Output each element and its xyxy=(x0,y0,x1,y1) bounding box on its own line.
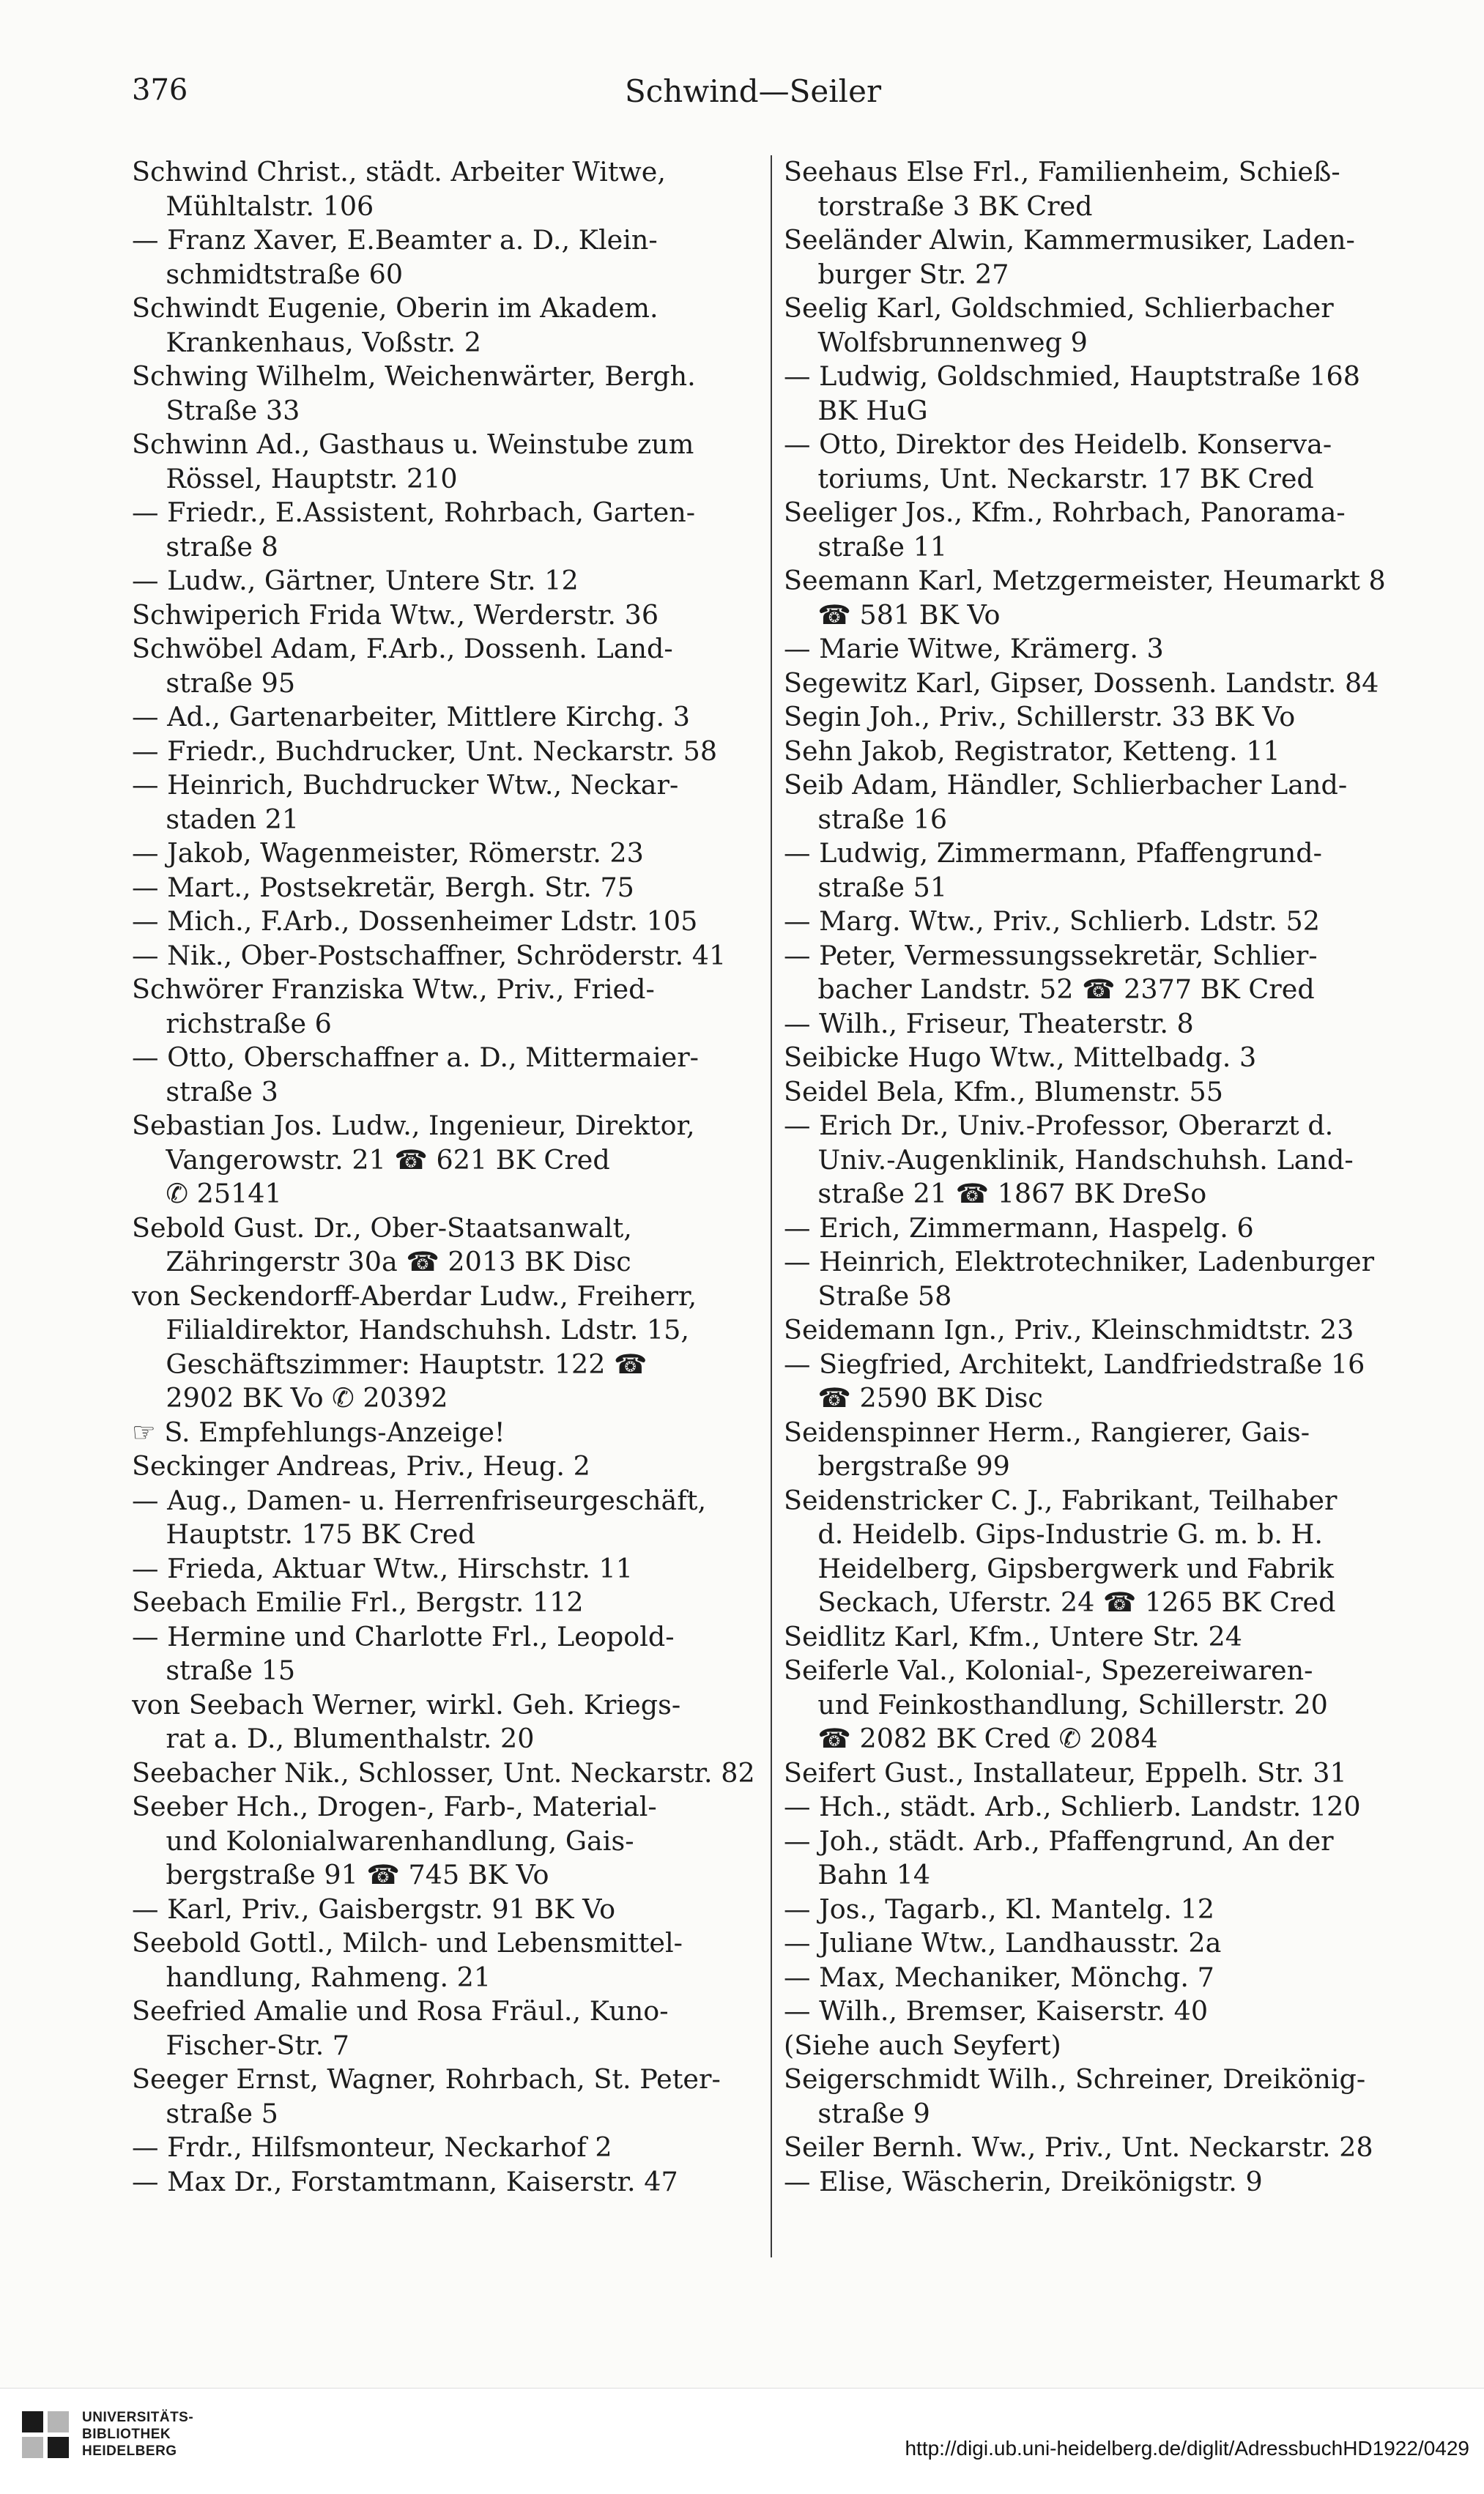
directory-entry-line: Hauptstr. 175 BK Cred xyxy=(132,1518,475,1550)
directory-entry-line: Zähringerstr 30a ☎ 2013 BK Disc xyxy=(132,1246,631,1277)
directory-entry-line: Seeger Ernst, Wagner, Rohrbach, St. Peter- xyxy=(132,2063,721,2095)
directory-entry-line: — Karl, Priv., Gaisbergstr. 91 BK Vo xyxy=(132,1893,616,1925)
directory-entry-line: Univ.-Augenklinik, Handschuhsh. Land- xyxy=(784,1143,1354,1176)
directory-entry-line: handlung, Rahmeng. 21 xyxy=(132,1961,491,1993)
directory-entry-line: Segewitz Karl, Gipser, Dossenh. Landstr. 84 xyxy=(784,667,1379,699)
directory-entry-line: — Ludwig, Goldschmied, Hauptstraße 168 xyxy=(784,360,1360,392)
directory-entry-line: richstraße 6 xyxy=(132,1007,332,1039)
directory-entry-line: — Hch., städt. Arb., Schlierb. Landstr. 120 xyxy=(784,1791,1361,1822)
library-logo-text xyxy=(82,2409,193,2460)
directory-entry-line: straße 5 xyxy=(132,2097,278,2129)
library-logo xyxy=(22,2409,193,2460)
logo-line-3: HEIDELBERG xyxy=(82,2443,177,2459)
directory-entry-line: Vangerowstr. 21 ☎ 621 BK Cred xyxy=(132,1143,610,1176)
logo-line-2: BIBLIOTHEK xyxy=(82,2427,171,2442)
footer xyxy=(0,2388,1484,2494)
directory-entry-line: — Ludw., Gärtner, Untere Str. 12 xyxy=(132,565,579,596)
directory-entry-line: Sebold Gust. Dr., Ober-Staatsanwalt, xyxy=(132,1211,632,1244)
directory-entry-line: Seelig Karl, Goldschmied, Schlierbacher xyxy=(784,292,1334,324)
left-column xyxy=(132,155,762,2199)
directory-entry-line: — Jakob, Wagenmeister, Römerstr. 23 xyxy=(132,837,644,869)
directory-entry-line: straße 15 xyxy=(132,1655,296,1686)
directory-entry-line: — Frdr., Hilfsmonteur, Neckarhof 2 xyxy=(132,2131,612,2163)
directory-entry-line: bergstraße 99 xyxy=(784,1450,1010,1482)
directory-entry-line: — Juliane Wtw., Landhausstr. 2a xyxy=(784,1927,1222,1959)
directory-entry-line: — Ludwig, Zimmermann, Pfaffengrund- xyxy=(784,837,1322,869)
directory-entry-line: ☎ 2590 BK Disc xyxy=(784,1382,1043,1414)
page-header xyxy=(132,73,1374,117)
directory-entry-line: Schwind Christ., städt. Arbeiter Witwe, xyxy=(132,156,666,188)
directory-entry-line: schmidtstraße 60 xyxy=(132,258,404,290)
directory-entry-line: — Marie Witwe, Krämerg. 3 xyxy=(784,633,1164,664)
directory-entry-line: Seemann Karl, Metzgermeister, Heumarkt 8 xyxy=(784,565,1386,596)
directory-entry-line: Seib Adam, Händler, Schlierbacher Land- xyxy=(784,769,1348,801)
directory-entry-line: Seeländer Alwin, Kammermusiker, Laden- xyxy=(784,224,1355,256)
directory-entry-line: Seifert Gust., Installateur, Eppelh. Str. 31 xyxy=(784,1756,1347,1789)
directory-entry-line: — Franz Xaver, E.Beamter a. D., Klein- xyxy=(132,224,658,256)
directory-entry-line: Schwindt Eugenie, Oberin im Akadem. xyxy=(132,292,658,324)
directory-entry-line: — Mart., Postsekretär, Bergh. Str. 75 xyxy=(132,871,634,903)
directory-entry-line: Sebastian Jos. Ludw., Ingenieur, Direktor, xyxy=(132,1110,695,1141)
directory-entry-line: toriums, Unt. Neckarstr. 17 BK Cred xyxy=(784,462,1314,494)
directory-entry-line: Straße 33 xyxy=(132,394,300,426)
directory-entry-line: Seidel Bela, Kfm., Blumenstr. 55 xyxy=(784,1075,1223,1107)
directory-entry-line: Seeliger Jos., Kfm., Rohrbach, Panorama- xyxy=(784,497,1346,528)
directory-entry-line: — Mich., F.Arb., Dossenheimer Ldstr. 105 xyxy=(132,905,698,937)
directory-entry-line: 2902 BK Vo ✆ 20392 xyxy=(132,1382,448,1414)
directory-entry-line: Wolfsbrunnenweg 9 xyxy=(784,326,1088,358)
directory-entry-line: BK HuG xyxy=(784,394,928,426)
directory-entry-line: — Friedr., E.Assistent, Rohrbach, Garten- xyxy=(132,497,696,528)
directory-entry-line: — Elise, Wäscherin, Dreikönigstr. 9 xyxy=(784,2165,1263,2197)
directory-entry-line: Seiler Bernh. Ww., Priv., Unt. Neckarstr. 28 xyxy=(784,2131,1373,2163)
directory-entry-line: torstraße 3 BK Cred xyxy=(784,190,1093,222)
directory-entry-line: bacher Landstr. 52 ☎ 2377 BK Cred xyxy=(784,973,1315,1005)
directory-entry-line: — Nik., Ober-Postschaffner, Schröderstr. 41 xyxy=(132,939,727,971)
directory-entry-line: Seidlitz Karl, Kfm., Untere Str. 24 xyxy=(784,1620,1242,1652)
directory-entry-line: — Marg. Wtw., Priv., Schlierb. Ldstr. 52 xyxy=(784,905,1320,937)
column-divider xyxy=(771,155,772,2257)
directory-entry-line: burger Str. 27 xyxy=(784,258,1009,290)
right-column xyxy=(784,155,1414,2199)
logo-line-1: UNIVERSITÄTS- xyxy=(82,2410,194,2425)
directory-entry-line: von Seebach Werner, wirkl. Geh. Kriegs- xyxy=(132,1688,681,1721)
directory-entry-line: Heidelberg, Gipsbergwerk und Fabrik xyxy=(784,1552,1335,1584)
directory-entry-line: Seehaus Else Frl., Familienheim, Schieß- xyxy=(784,156,1340,188)
directory-entry-line: straße 11 xyxy=(784,530,948,563)
directory-entry-line: — Erich, Zimmermann, Haspelg. 6 xyxy=(784,1211,1254,1244)
directory-entry-line: — Max, Mechaniker, Mönchg. 7 xyxy=(784,1961,1214,1993)
directory-entry-line: — Siegfried, Architekt, Landfriedstraße 16 xyxy=(784,1348,1365,1380)
directory-entry-line: (Siehe auch Seyfert) xyxy=(784,2029,1061,2061)
library-logo-icon xyxy=(22,2411,69,2458)
directory-entry-line: Seckinger Andreas, Priv., Heug. 2 xyxy=(132,1450,590,1482)
directory-entry-line: Schwöbel Adam, F.Arb., Dossenh. Land- xyxy=(132,633,673,664)
directory-entry-line: staden 21 xyxy=(132,803,300,835)
directory-entry-line: Fischer-Str. 7 xyxy=(132,2029,350,2061)
directory-entry-line: — Joh., städt. Arb., Pfaffengrund, An der xyxy=(784,1825,1334,1857)
directory-entry-line: — Peter, Vermessungssekretär, Schlier- xyxy=(784,939,1318,971)
directory-entry-line: von Seckendorff-Aberdar Ludw., Freiherr, xyxy=(132,1280,697,1312)
directory-entry-line: — Wilh., Bremser, Kaiserstr. 40 xyxy=(784,1995,1209,2027)
directory-entry-line: Seebach Emilie Frl., Bergstr. 112 xyxy=(132,1586,584,1618)
directory-entry-line: Seigerschmidt Wilh., Schreiner, Dreikönig- xyxy=(784,2063,1366,2095)
source-url[interactable]: http://digi.ub.uni-heidelberg.de/diglit/AdressbuchHD1922/0429 xyxy=(905,2437,1469,2460)
directory-entry-line: rat a. D., Blumenthalstr. 20 xyxy=(132,1723,535,1754)
directory-entry-line: und Kolonialwarenhandlung, Gais- xyxy=(132,1825,634,1857)
directory-entry-line: — Otto, Oberschaffner a. D., Mittermaier- xyxy=(132,1042,700,1073)
page-number: 376 xyxy=(132,73,188,107)
directory-entry-line: Schwiperich Frida Wtw., Werderstr. 36 xyxy=(132,598,659,631)
directory-entry-line: straße 16 xyxy=(784,803,948,835)
directory-entry-line: Rössel, Hauptstr. 210 xyxy=(132,462,458,494)
directory-entry-line: — Heinrich, Buchdrucker Wtw., Neckar- xyxy=(132,769,679,801)
directory-entry-line: straße 8 xyxy=(132,530,278,563)
running-head: Schwind—Seiler xyxy=(624,73,882,109)
directory-entry-line: — Otto, Direktor des Heidelb. Konserva- xyxy=(784,428,1332,460)
directory-entry-line: straße 95 xyxy=(132,667,296,699)
directory-entry-line: Seebold Gottl., Milch- und Lebensmittel- xyxy=(132,1927,683,1959)
directory-entry-line: Schwing Wilhelm, Weichenwärter, Bergh. xyxy=(132,360,696,392)
directory-entry-line: Seidenspinner Herm., Rangierer, Gais- xyxy=(784,1416,1310,1448)
directory-entry-line: Filialdirektor, Handschuhsh. Ldstr. 15, xyxy=(132,1314,689,1346)
directory-entry-line: — Ad., Gartenarbeiter, Mittlere Kirchg. 3 xyxy=(132,701,690,732)
directory-entry-line: — Jos., Tagarb., Kl. Mantelg. 12 xyxy=(784,1893,1215,1925)
directory-entry-line: straße 9 xyxy=(784,2097,930,2129)
directory-entry-line: — Hermine und Charlotte Frl., Leopold- xyxy=(132,1620,675,1652)
directory-entry-line: Seeber Hch., Drogen-, Farb-, Material- xyxy=(132,1791,657,1822)
directory-entry-line: ☞ S. Empfehlungs-Anzeige! xyxy=(132,1416,505,1448)
directory-entry-line: Seidenstricker C. J., Fabrikant, Teilhaber xyxy=(784,1484,1338,1516)
directory-entry-line: Sehn Jakob, Registrator, Ketteng. 11 xyxy=(784,735,1280,767)
directory-entry-line: — Heinrich, Elektrotechniker, Ladenburger xyxy=(784,1246,1375,1277)
directory-entry-line: Geschäftszimmer: Hauptstr. 122 ☎ xyxy=(132,1348,648,1380)
directory-entry-line: d. Heidelb. Gips-Industrie G. m. b. H. xyxy=(784,1518,1323,1550)
directory-entry-line: Bahn 14 xyxy=(784,1859,931,1890)
directory-entry-line: ☎ 2082 BK Cred ✆ 2084 xyxy=(784,1723,1158,1754)
directory-entry-line: und Feinkosthandlung, Schillerstr. 20 xyxy=(784,1688,1328,1721)
directory-entry-line: straße 3 xyxy=(132,1075,278,1107)
directory-entry-line: — Aug., Damen- u. Herrenfriseurgeschäft, xyxy=(132,1484,707,1516)
directory-entry-line: straße 21 ☎ 1867 BK DreSo xyxy=(784,1178,1207,1209)
directory-entry-line: Schwinn Ad., Gasthaus u. Weinstube zum xyxy=(132,428,694,460)
directory-entry-line: Seibicke Hugo Wtw., Mittelbadg. 3 xyxy=(784,1042,1257,1073)
directory-entry-line: Mühltalstr. 106 xyxy=(132,190,374,222)
directory-entry-line: — Max Dr., Forstamtmann, Kaiserstr. 47 xyxy=(132,2165,678,2197)
directory-entry-line: ☎ 581 BK Vo xyxy=(784,598,1001,631)
directory-entry-line: — Wilh., Friseur, Theaterstr. 8 xyxy=(784,1007,1194,1039)
directory-entry-line: Seiferle Val., Kolonial-, Spezereiwaren- xyxy=(784,1655,1313,1686)
directory-entry-line: Schwörer Franziska Wtw., Priv., Fried- xyxy=(132,973,655,1005)
directory-entry-line: Krankenhaus, Voßstr. 2 xyxy=(132,326,481,358)
directory-entry-line: — Erich Dr., Univ.-Professor, Oberarzt d. xyxy=(784,1110,1334,1141)
directory-entry-line: Seckach, Uferstr. 24 ☎ 1265 BK Cred xyxy=(784,1586,1336,1618)
directory-entry-line: — Friedr., Buchdrucker, Unt. Neckarstr. 58 xyxy=(132,735,718,767)
directory-entry-line: Segin Joh., Priv., Schillerstr. 33 BK Vo xyxy=(784,701,1296,732)
directory-entry-line: Seidemann Ign., Priv., Kleinschmidtstr. 23 xyxy=(784,1314,1354,1346)
directory-entry-line: Seefried Amalie und Rosa Fräul., Kuno- xyxy=(132,1995,669,2027)
directory-entry-line: Seebacher Nik., Schlosser, Unt. Neckarstr. 82 xyxy=(132,1756,755,1789)
directory-entry-line: bergstraße 91 ☎ 745 BK Vo xyxy=(132,1859,549,1890)
directory-entry-line: Straße 58 xyxy=(784,1280,952,1312)
directory-entry-line: — Frieda, Aktuar Wtw., Hirschstr. 11 xyxy=(132,1552,633,1584)
directory-entry-line: straße 51 xyxy=(784,871,948,903)
directory-entry-line: ✆ 25141 xyxy=(132,1178,282,1209)
